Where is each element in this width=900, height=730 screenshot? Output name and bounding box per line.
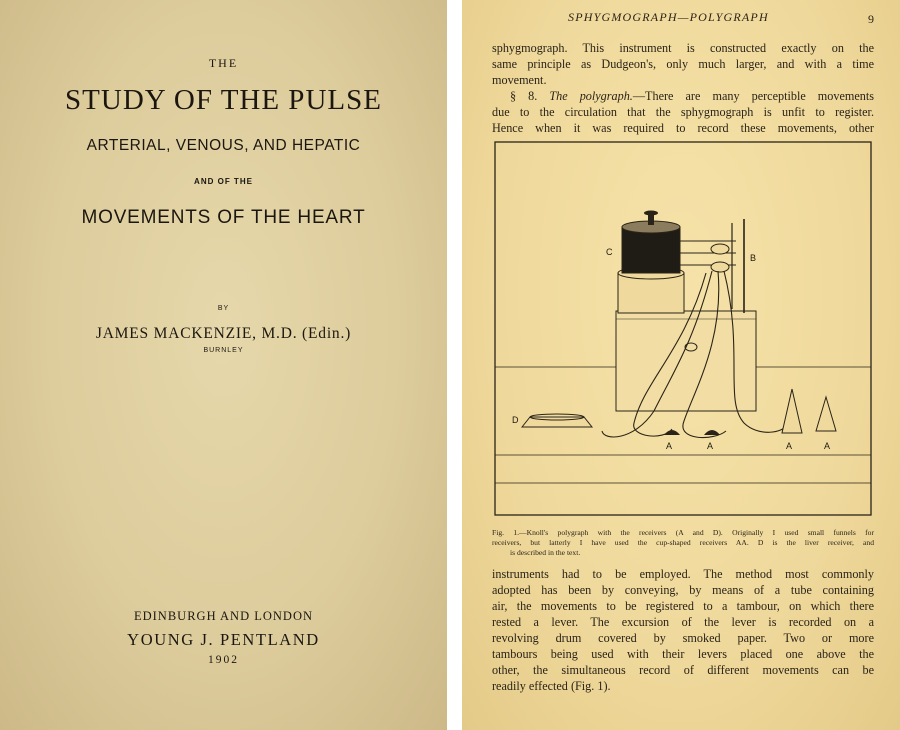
body-line: Hence when it was required to record these movements, other [492,121,874,135]
body-line: instruments had to be employed. The method most commonly [492,567,874,581]
funnel-receiver-a3 [782,389,802,433]
body-line: other, the simultaneous record of different movements can be [492,663,874,677]
caption-line: Fig. 1.—Knoll's polygraph with the receivers (A and D). Originally I used small funnels for [492,528,874,537]
tambour-1 [711,244,729,254]
publication-year: 1902 [208,654,239,666]
page-number: 9 [868,12,874,26]
tambour-2 [711,262,729,272]
figure-label-b: B [750,253,757,263]
book-subtitle: ARTERIAL, VENOUS, AND HEPATIC [86,137,361,154]
drum-knob [644,211,658,216]
body-line: same principle as Dudgeon's, only much larger, and with a time [492,57,874,71]
section-heading-line [510,88,874,104]
author-town: BURNLEY [203,347,244,354]
figure-label-a: A [786,441,793,451]
caption-line: is described in the text. [510,548,581,557]
book-title: STUDY OF THE PULSE [65,84,382,116]
body-line: movement. [492,73,547,87]
body-line: due to the circulation that the sphygmograph is unfit to register. [492,105,874,119]
title-page [0,0,447,730]
figure-label-a: A [707,441,714,451]
cup-receiver-a1 [664,430,680,435]
publication-place: EDINBURGH AND LONDON [133,609,314,623]
cup-receiver-a2 [704,430,720,435]
figure-label-c: C [606,247,613,257]
smoked-drum [622,227,680,273]
section-number: § 8. [510,89,538,103]
section-text: —There are many perceptible movements [632,89,874,103]
body-line: air, the movements to be registered to a tambour, on which there [492,599,874,613]
figure-label-d: D [512,415,519,425]
figure-label-a: A [824,441,831,451]
body-line: revolving drum covered by smoked paper. Two or more [492,631,874,645]
funnel-receiver-a4 [816,397,836,431]
polygraph-figure [494,141,874,521]
section-title: The polygraph. [549,89,633,103]
body-line: readily effected (Fig. 1). [492,679,611,693]
body-line: sphygmograph. This instrument is constructed exactly on the [492,41,874,55]
publisher-name: YOUNG J. PENTLAND [127,630,320,649]
title-and-of-the: AND OF THE [194,177,253,186]
running-head: SPHYGMOGRAPH—POLYGRAPH [568,10,769,24]
author-name: JAMES MACKENZIE, M.D. (Edin.) [95,325,352,342]
caption-line: receivers, but latterly I have used the cup-shaped receivers AA. D is the liver receiver, and [492,538,874,547]
body-line: tambours being used with their levers placed one above the [492,647,874,661]
book-subtitle-2: MOVEMENTS OF THE HEART [81,207,366,228]
text-page [462,0,900,730]
body-line: rested a lever. The excursion of the lever is recorded on a [492,615,874,629]
body-line: adopted has been by conveying, by means of a tube containing [492,583,874,597]
title-by: BY [217,305,230,312]
figure-label-a: A [666,441,673,451]
title-the: THE [208,56,239,70]
